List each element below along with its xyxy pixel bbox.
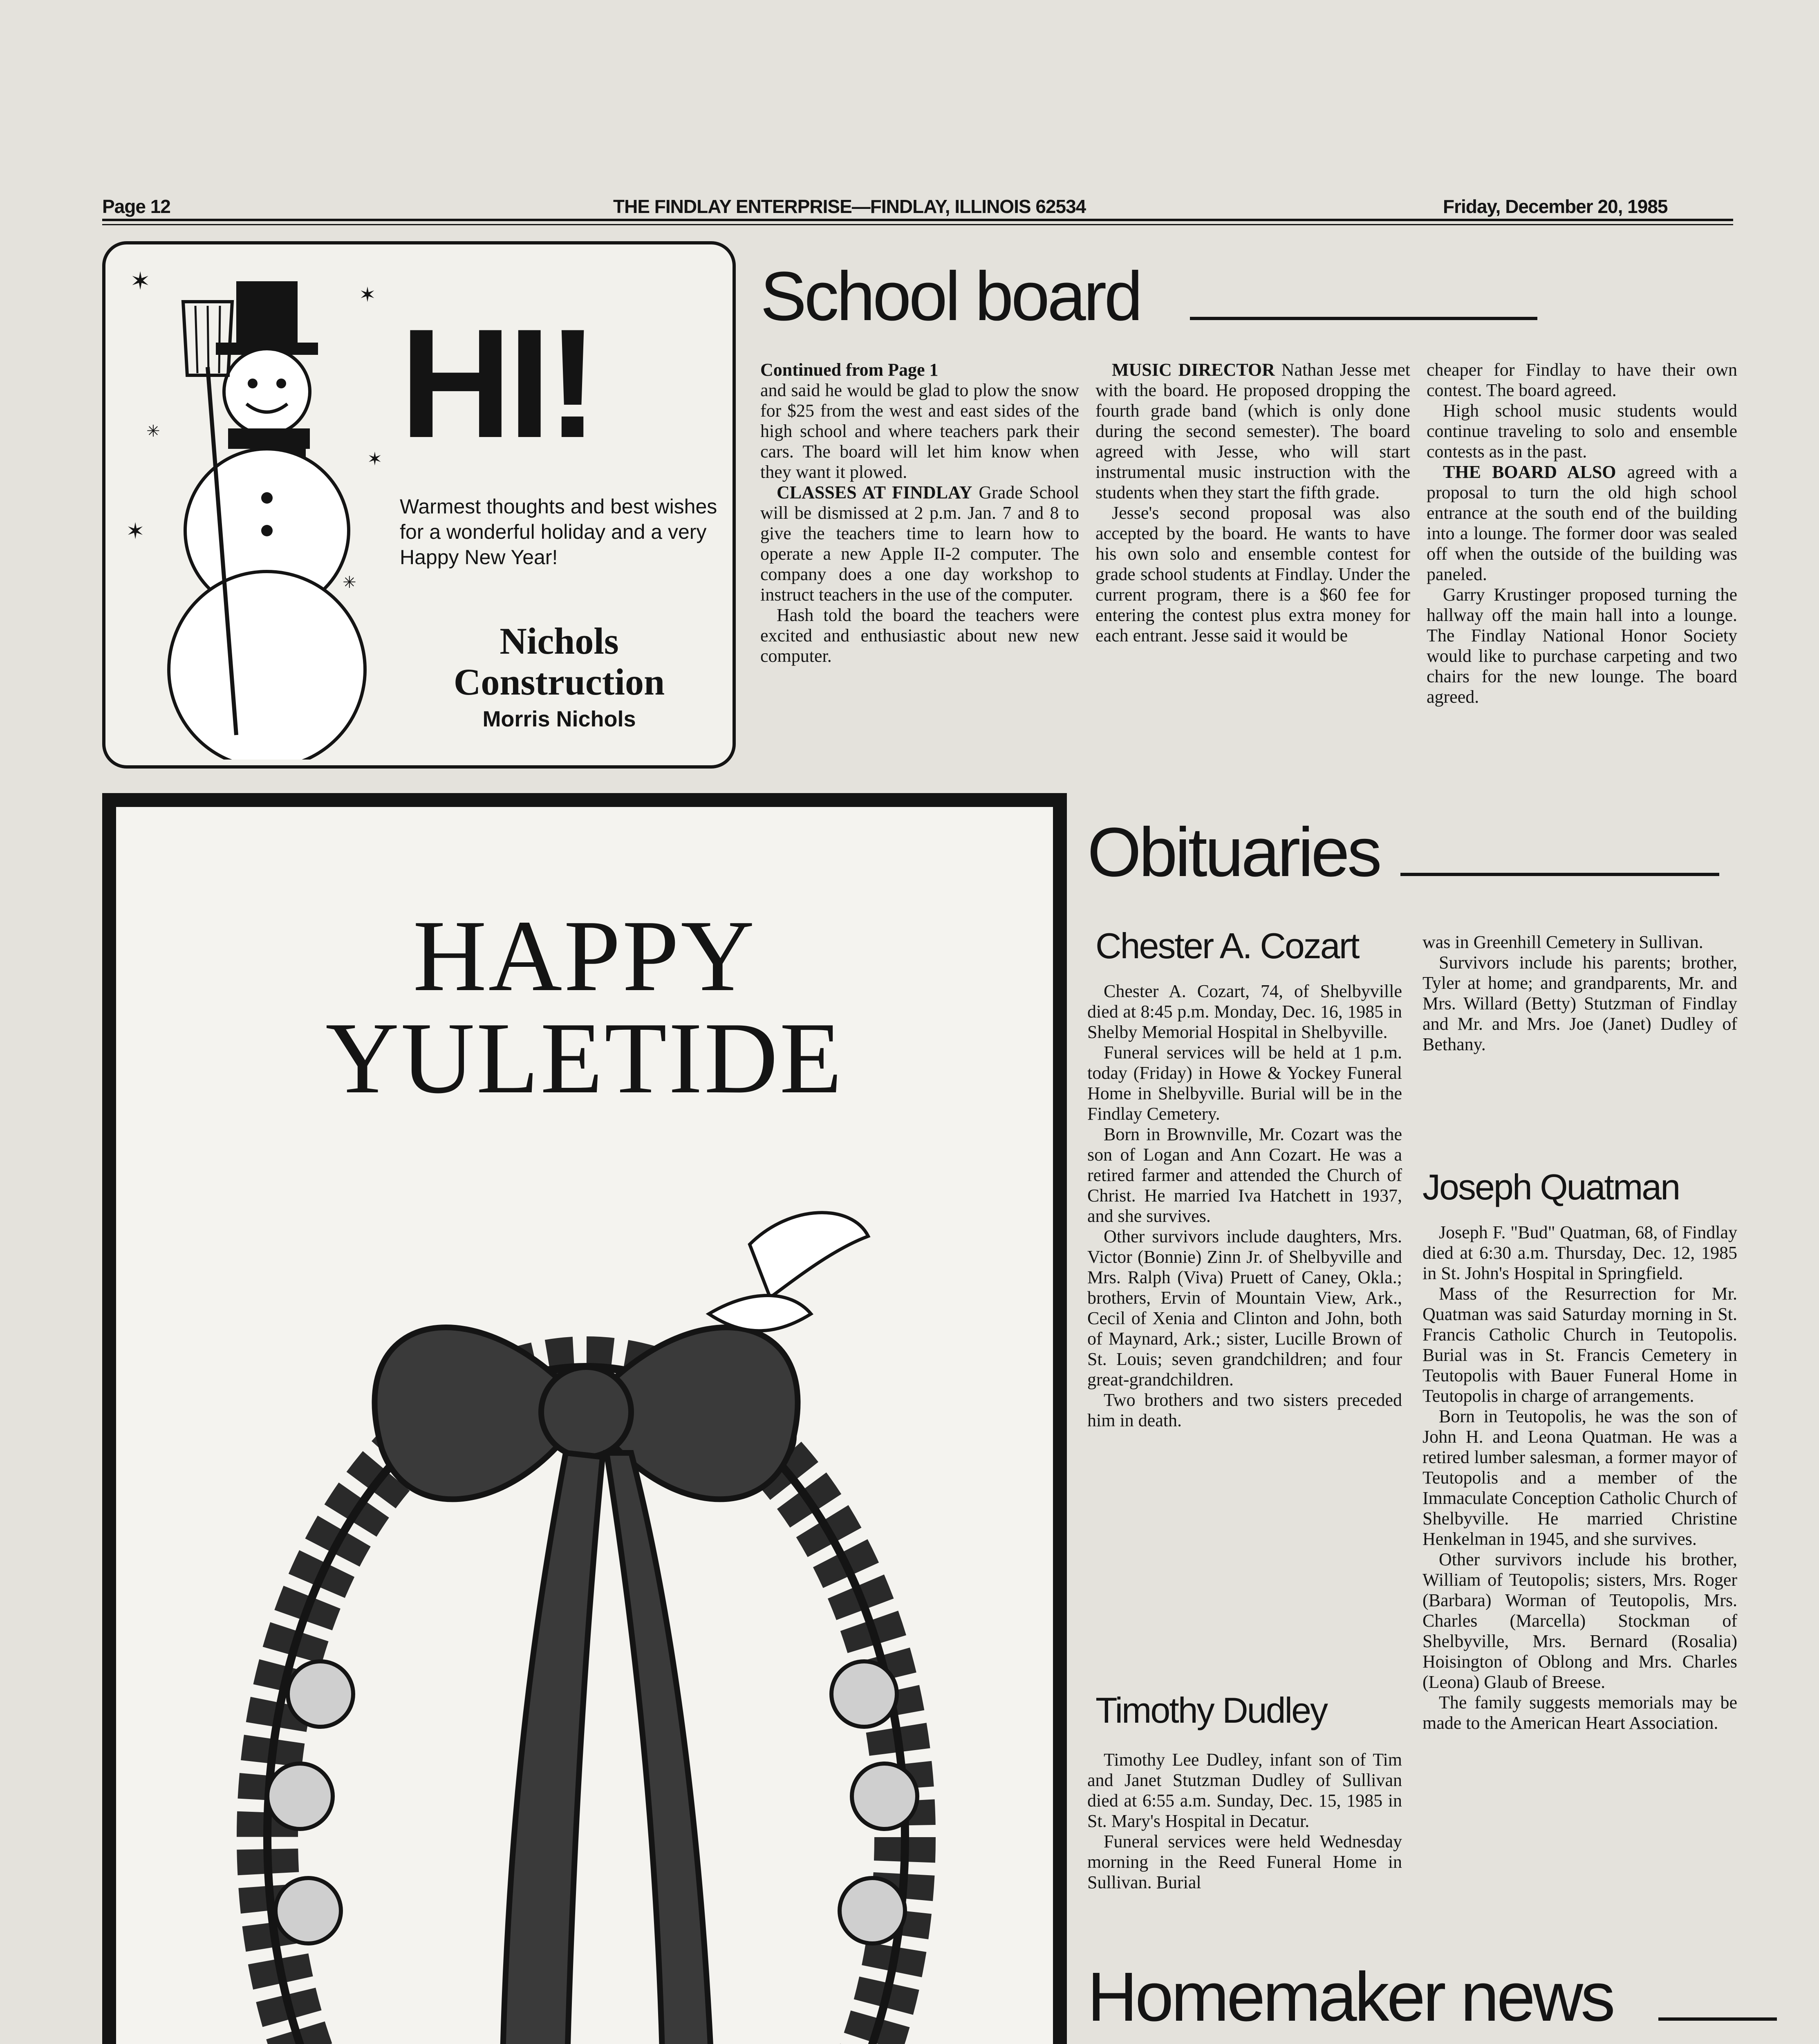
paragraph-text: Grade School will be dismissed at 2 p.m. Jan. 7 and 8 to give the teachers time to learn how to operate a new Apple II-2 computer. The company does a one day workshop to instruct teachers in the use of the computer. — [760, 482, 1079, 605]
page-number: Page 12 — [102, 196, 170, 217]
obituaries-title: Obituaries — [1087, 814, 1380, 891]
paragraph: Garry Krustinger proposed turning the hallway off the main hall into a lounge. The Findlay National Honor Society would like to purchase carpeting and two chairs for the new lounge. The board agreed. — [1427, 585, 1737, 707]
paragraph: and said he would be glad to plow the snow for $25 from the west and east sides of the high school and where teachers park their cars. The board will let him know when they want it plowed. — [760, 380, 1079, 482]
paragraph — [1427, 462, 1737, 585]
school-board-col-2 — [1095, 360, 1410, 646]
masthead-rule-thin — [102, 224, 1733, 225]
paragraph: Born in Teutopolis, he was the son of John H. and Leona Quatman. He was a retired lumber salesman, a former mayor of Teutopolis and a member of the Immaculate Conception Catholic Church of Shelbyville. He married Christine Henkelman in 1945, and she survives. — [1422, 1406, 1737, 1549]
paragraph: Jesse's second proposal was also accepted by the board. He wants to have his own solo and ensemble contest for grade school students at Findlay. Under the current program, there is a $60 fee for entering the contest plus extra money for each entrant. Jesse said it would be — [1095, 503, 1410, 645]
paragraph: was in Greenhill Cemetery in Sullivan. — [1422, 932, 1703, 952]
paragraph: Survivors include his parents; brother, Tyler at home; and grandparents, Mr. and Mrs. Willard (Betty) Stutzman of Findlay and Mr. and Mrs. Joe (Janet) Dudley of Bethany. — [1422, 953, 1737, 1054]
obit-cozart-body — [1087, 981, 1402, 1431]
nichols-ad — [102, 241, 736, 769]
homemaker-heading — [1087, 1958, 1777, 2036]
paragraph: Born in Brownville, Mr. Cozart was the son of Logan and Ann Cozart. He was a retired farmer and attended the Church of Christ. He married Iva Hatchett in 1937, and she survives. — [1087, 1124, 1402, 1226]
obit-quatman-body — [1422, 1222, 1737, 1733]
paragraph: Other survivors include his brother, William of Teutopolis; sisters, Mrs. Roger (Barbara) Worman of Teutopolis, Mrs. Charles (Marcella) Stockman of Shelbyville, Mrs. Bernard (Rosalia) Hoisington of Oblong and Mrs. Charles (Leona) Glaub of Breese. — [1422, 1549, 1737, 1692]
school-board-col-3 — [1427, 360, 1737, 707]
obit-name-cozart: Chester A. Cozart — [1095, 926, 1359, 966]
obit-dudley-body — [1087, 1750, 1402, 1893]
obit-name-dudley: Timothy Dudley — [1095, 1690, 1327, 1730]
school-board-heading — [760, 258, 1537, 335]
svg-text:✳: ✳ — [343, 573, 356, 592]
paragraph: Funeral services were held Wednesday morning in the Reed Funeral Home in Sullivan. Burial — [1087, 1831, 1402, 1892]
yuletide-line1: HAPPY — [413, 899, 756, 1013]
paragraph: Two brothers and two sisters preceded him in death. — [1087, 1390, 1402, 1430]
svg-text:✶: ✶ — [367, 448, 383, 470]
paragraph: Joseph F. "Bud" Quatman, 68, of Findlay died at 6:30 a.m. Thursday, Dec. 12, 1985 in St. John's Hospital in Springfield. — [1422, 1222, 1737, 1283]
continued-label: Continued from Page 1 — [760, 360, 939, 380]
paragraph: Funeral services will be held at 1 p.m. today (Friday) in Howe & Yockey Funeral Home in Shelbyville. Burial will be in the Findlay Cemetery. — [1087, 1042, 1402, 1124]
paragraph-lead: CLASSES AT FINDLAY — [777, 482, 972, 502]
heading-rule — [1658, 2017, 1777, 2021]
paper-title: THE FINDLAY ENTERPRISE—FINDLAY, ILLINOIS 62534 — [613, 196, 1086, 217]
paragraph — [760, 482, 1079, 605]
obituaries-heading — [1087, 814, 1719, 891]
school-board-col-1 — [760, 360, 1079, 666]
paragraph-lead: THE BOARD ALSO — [1443, 462, 1616, 482]
snowman-icon — [114, 253, 400, 760]
nichols-message: Warmest thoughts and best wishes for a wonderful holiday and a very Happy New Year! — [400, 495, 717, 569]
masthead-rule — [102, 219, 1733, 221]
school-board-title: School board — [760, 258, 1140, 335]
paragraph: Hash told the board the teachers were excited and enthusiastic about new new computer. — [760, 605, 1079, 666]
paragraph: Other survivors include daughters, Mrs. Victor (Bonnie) Zinn Jr. of Shelbyville and Mrs. Ralph (Viva) Pruett of Caney, Okla.; brothers, Ervin of Mountain View, Ark., Cecil of Xenia and Clinton and John, both of Maynard, Ark.; sister, Lucille Brown of St. Louis; seven grandchildren; and four great-grandchildren. — [1087, 1226, 1402, 1390]
obit-dudley-continued — [1422, 932, 1737, 1055]
bank-ad — [102, 793, 1067, 2044]
heading-rule — [1400, 873, 1719, 876]
paragraph: The family suggests memorials may be made to the American Heart Association. — [1422, 1692, 1737, 1733]
svg-text:✶: ✶ — [126, 518, 145, 544]
paragraph: Timothy Lee Dudley, infant son of Tim and Janet Stutzman Dudley of Sullivan died at 6:55 a.m. Sunday, Dec. 15, 1985 in St. Mary's Hospital in Decatur. — [1087, 1750, 1402, 1831]
issue-date: Friday, December 20, 1985 — [1443, 196, 1668, 217]
paragraph — [1095, 360, 1410, 503]
paragraph-text: Nathan Jesse met with the board. He proposed dropping the fourth grade band (which is only done during the second semester). The board agreed with Jesse, who will start instrumental music instruction with the students when they start the fifth grade. — [1095, 360, 1410, 502]
paragraph-text: agreed with a proposal to turn the old high school entrance at the south end of the building into a lounge. The former door was sealed off when the outside of the building was paneled. — [1427, 462, 1737, 584]
nichols-company-line2: Construction — [453, 661, 665, 703]
yuletide-line2: YULETIDE — [325, 1002, 844, 1115]
svg-text:✳: ✳ — [146, 422, 160, 441]
paragraph: High school music students would continue traveling to solo and ensemble contests as in the past. — [1427, 401, 1737, 462]
nichols-owner: Morris Nichols — [482, 707, 636, 731]
wreath-illustration — [198, 1142, 974, 2044]
paragraph: Mass of the Resurrection for Mr. Quatman was said Saturday morning in St. Francis Catholic Church in Teutopolis. Burial was in St. Francis Cemetery in Teutopolis with Bauer Funeral Home in Teutopolis in charge of arrangements. — [1422, 1284, 1737, 1406]
nichols-company-line1: Nichols — [500, 620, 619, 662]
nichols-hi: HI! — [400, 296, 595, 470]
homemaker-title: Homemaker news — [1087, 1958, 1613, 2036]
svg-text:✶: ✶ — [130, 267, 151, 296]
paragraph: cheaper for Findlay to have their own contest. The board agreed. — [1427, 360, 1737, 400]
svg-text:✶: ✶ — [359, 283, 376, 307]
paragraph-lead: MUSIC DIRECTOR — [1112, 360, 1275, 380]
obit-name-quatman: Joseph Quatman — [1422, 1167, 1680, 1207]
paragraph: Chester A. Cozart, 74, of Shelbyville died at 8:45 p.m. Monday, Dec. 16, 1985 in Shelby Memorial Hospital in Shelbyville. — [1087, 981, 1402, 1042]
heading-rule — [1190, 317, 1537, 320]
